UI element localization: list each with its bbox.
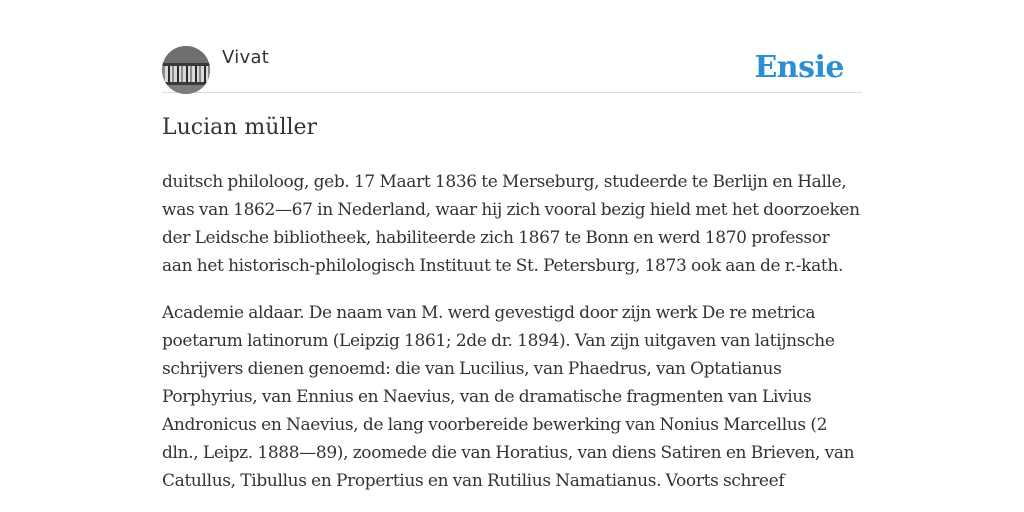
source-name[interactable]: Vivat [222, 47, 270, 68]
bookshelf-avatar-icon [162, 46, 210, 94]
header [162, 46, 862, 93]
brand-logo[interactable]: Ensie [754, 50, 844, 85]
article-paragraph: Academie aldaar. De naam van M. werd gevestigd door zijn werk De re metrica poetarum latinorum (Leipzig 1861; 2de dr. 1894). Van zijn uitgaven van latijnsche schrijvers dienen genoemd: die van Lucilius, van Phaedrus, van Optatianus Porphyrius, van Ennius en Naevius, van de dramatische fragmenten van Livius Andronicus en Naevius, de lang voorbereide bewerking van Nonius Marcellus (2 dln., Leipz. 1888—89), zoomede die van Horatius, van diens Satiren en Brieven, van Catullus, Tibullus en Propertius en van Rutilius Namatianus. Voorts schreef [162, 303, 855, 491]
article-paragraph: duitsch philoloog, geb. 17 Maart 1836 te Merseburg, studeerde te Berlijn en Halle, was van 1862—67 in Nederland, waar hij zich vooral bezig hield met het doorzoeken der Leidsche bibliotheek, habiliteerde zich 1867 te Bonn en werd 1870 professor aan het historisch-philologisch Instituut te St. Petersburg, 1873 ook aan de r.-kath. [162, 172, 860, 276]
entry-page [162, 0, 862, 512]
article-body [162, 168, 862, 512]
page-title: Lucian müller [162, 115, 318, 140]
avatar[interactable] [162, 46, 210, 94]
